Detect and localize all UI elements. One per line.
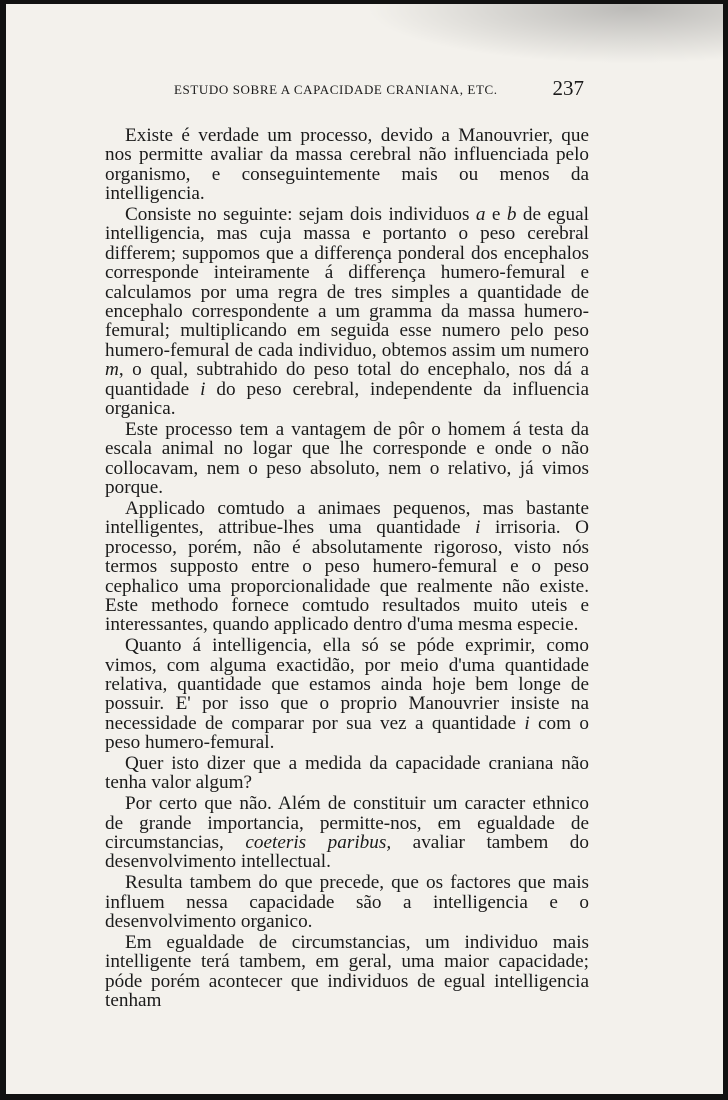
paragraph: Por certo que não. Além de constituir um caracter ethnico de grande importancia, permitte-nos, em egualdade de circumstancias, coeteris paribus, avaliar tambem do desenvolvimento intellectual.: [105, 793, 589, 873]
paragraph: Este processo tem a vantagem de pôr o homem á testa da escala animal no logar que lhe corresponde e onde o não collocavam, nem o peso absoluto, nem o relativo, já vimos porque.: [105, 418, 589, 499]
page-number: 237: [552, 76, 584, 100]
body-text: [105, 126, 589, 1012]
paragraph: Quer isto dizer que a medida da capacidade craniana não tenha valor algum?: [105, 752, 589, 794]
paragraph: Em egualdade de circumstancias, um individuo mais intelligente terá tambem, em geral, uma maior capacidade; póde porém acontecer que individuos de egual intelligencia tenham: [105, 931, 589, 1011]
scan-smudge: [366, 0, 728, 64]
paragraph: Applicado comtudo a animaes pequenos, mas bastante intelligentes, attribue-lhes uma quantidade i irrisoria. O processo, porém, não é absolutamente rigoroso, visto nós termos supposto entre o peso humero-femural e o peso cephalico uma proporcionalidade que realmente não existe. Este methodo fornece comtudo resultados muito uteis e interessantes, quando applicado dentro d'uma mesma especie.: [105, 497, 589, 636]
paragraph: Quanto á intelligencia, ella só se póde exprimir, como vimos, com alguma exactidão, por meio d'uma quantidade relativa, quantidade que estamos ainda hoje bem longe de possuir. E' por isso que o proprio Manouvrier insiste na necessidade de comparar por sua vez a quantidade i com o peso humero-femural.: [105, 635, 589, 754]
running-header: [174, 76, 584, 100]
paragraph: Resulta tambem do que precede, que os factores que mais influem nessa capacidade são a intelligencia e o desenvolvimento organico.: [105, 872, 589, 932]
paragraph: Existe é verdade um processo, devido a Manouvrier, que nos permitte avaliar da massa cerebral não influenciada pelo organismo, e conseguintemente mais ou menos da intelligencia.: [105, 125, 589, 205]
running-title: ESTUDO SOBRE A CAPACIDADE CRANIANA, ETC.: [174, 82, 498, 97]
paragraph: Consiste no seguinte: sejam dois individuos a e b de egual intelligencia, mas cuja massa e portanto o peso cerebral differem; suppomos que a differença ponderal dos encephalos corresponde inteiramente á differença humero-femural e calculamos por uma regra de tres simples a quantidade de encephalo correspondente a um gramma da massa humero-femural; multiplicando em seguida esse numero pelo peso humero-femural de cada individuo, obtemos assim um numero m, o qual, subtrahido do peso total do encephalo, nos dá a quantidade i do peso cerebral, independente da influencia organica.: [105, 204, 589, 420]
